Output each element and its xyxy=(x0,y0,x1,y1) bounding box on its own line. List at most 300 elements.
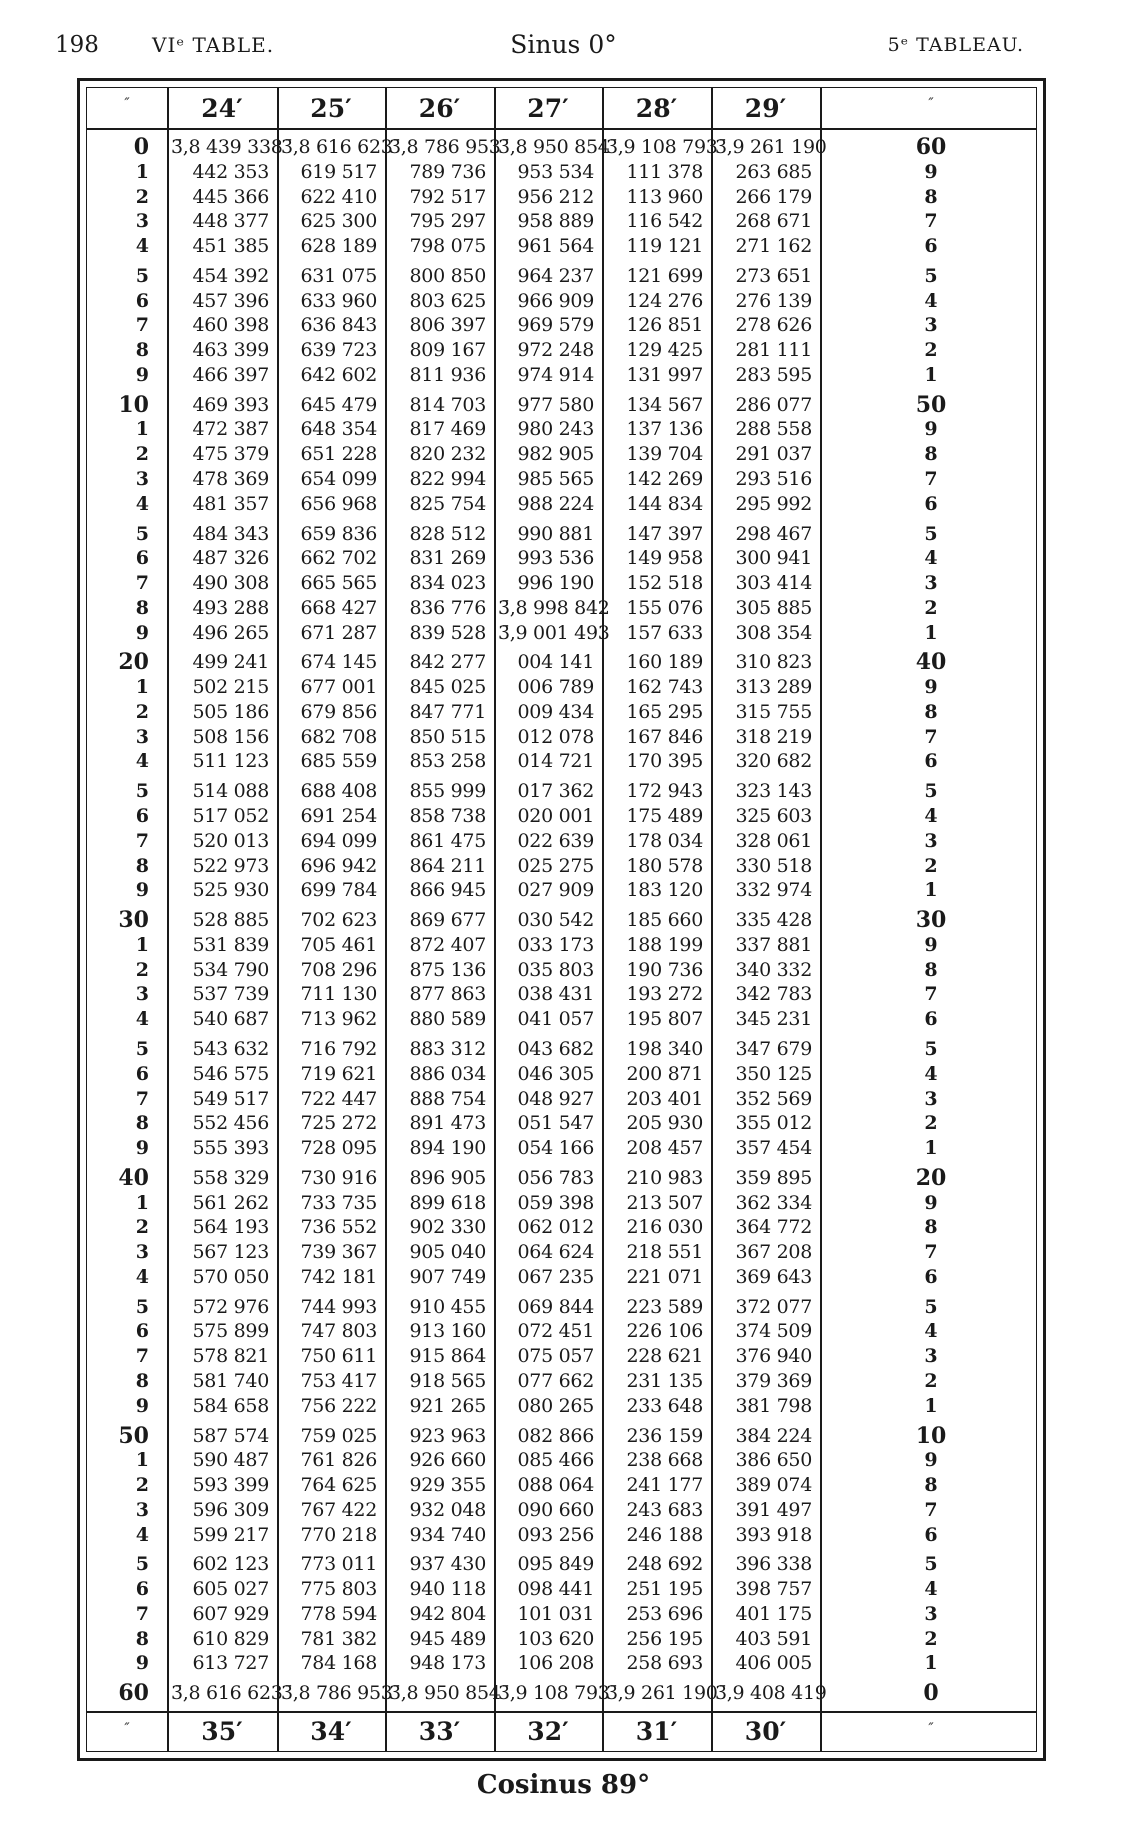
log-sine-value: 3̄,8 616 623 xyxy=(171,1682,283,1705)
minute-seconds-left: 3 xyxy=(135,468,149,491)
log-sine-value: 396 338 xyxy=(735,1553,812,1576)
log-sine-value: 3̄,8 439 338 xyxy=(171,136,283,158)
log-sine-value: 3̄,8 616 623 xyxy=(281,136,393,158)
log-sine-value: 281 111 xyxy=(735,339,812,362)
log-sine-value: 298 467 xyxy=(735,522,812,545)
log-sine-value: 389 074 xyxy=(735,1474,812,1497)
minute-seconds-left: 5 xyxy=(135,780,149,803)
log-sine-value: 451 385 xyxy=(192,235,269,258)
log-sine-value: 481 357 xyxy=(192,492,269,515)
column-header-top: 29′ xyxy=(744,94,787,123)
column-header-top: 24′ xyxy=(201,94,243,123)
log-sine-value: 546 575 xyxy=(192,1062,269,1085)
footer-title: Cosinus 89° xyxy=(476,1770,651,1800)
log-sine-value: 633 960 xyxy=(300,289,377,312)
log-sine-value: 570 050 xyxy=(192,1265,269,1288)
table-row xyxy=(87,1370,1036,1393)
minute-seconds-left: 9 xyxy=(135,621,149,644)
log-sine-value: 613 727 xyxy=(192,1652,269,1675)
log-sine-value: 956 212 xyxy=(517,185,594,208)
log-sine-value: 236 159 xyxy=(626,1424,703,1447)
minute-seconds-right: 1 xyxy=(924,363,938,386)
minute-seconds-right: 4 xyxy=(924,547,938,570)
log-sine-value: 466 397 xyxy=(192,363,269,386)
table-row xyxy=(87,1524,1036,1547)
column-header-bottom: 32′ xyxy=(527,1717,569,1746)
table-row xyxy=(87,1449,1036,1472)
seconds-mark-top-left: ″ xyxy=(124,96,130,112)
log-sine-value: 722 447 xyxy=(300,1087,377,1110)
minute-seconds-left: 6 xyxy=(135,805,149,828)
log-sine-value: 332 974 xyxy=(735,879,812,902)
log-sine-value: 761 826 xyxy=(300,1449,377,1472)
column-header-bottom: 34′ xyxy=(310,1717,352,1746)
table-row xyxy=(87,161,1036,184)
minute-seconds-left: 6 xyxy=(135,1578,149,1601)
log-sine-value: 619 517 xyxy=(300,160,377,183)
table-row xyxy=(87,418,1036,441)
minute-seconds-right: 7 xyxy=(924,210,938,233)
minute-seconds-right: 9 xyxy=(924,1449,938,1472)
log-sine-value: 784 168 xyxy=(300,1652,377,1675)
log-sine-value: 398 757 xyxy=(735,1578,812,1601)
log-sine-value: 223 589 xyxy=(626,1295,703,1318)
log-sine-value: 552 456 xyxy=(192,1112,269,1135)
log-sine-value: 610 829 xyxy=(192,1627,269,1650)
table-row xyxy=(87,1088,1036,1111)
log-sine-value: 593 399 xyxy=(192,1474,269,1497)
log-sine-value: 806 397 xyxy=(409,314,486,337)
log-sine-value: 345 231 xyxy=(735,1008,812,1031)
log-sine-value: 744 993 xyxy=(300,1295,377,1318)
log-sine-value: 505 186 xyxy=(192,700,269,723)
log-sine-value: 020 001 xyxy=(517,805,594,828)
minute-seconds-right: 6 xyxy=(924,1265,938,1288)
log-sine-value: 945 489 xyxy=(409,1627,486,1650)
log-sine-value: 753 417 xyxy=(300,1369,377,1392)
log-sine-value: 308 354 xyxy=(735,621,812,644)
log-sine-value: 347 679 xyxy=(735,1037,812,1060)
log-sine-value: 328 061 xyxy=(735,829,812,852)
log-sine-value: 584 658 xyxy=(192,1394,269,1417)
log-sine-value: 798 075 xyxy=(409,235,486,258)
minute-seconds-right: 3 xyxy=(924,314,938,337)
log-sine-value: 993 536 xyxy=(517,547,594,570)
log-sine-value: 475 379 xyxy=(192,443,269,466)
table-row xyxy=(87,983,1036,1006)
log-sine-value: 834 023 xyxy=(409,572,486,595)
log-sine-value: 342 783 xyxy=(735,983,812,1006)
minute-seconds-right: 10 xyxy=(915,1422,947,1449)
log-sine-value: 648 354 xyxy=(300,418,377,441)
log-sine-value: 866 945 xyxy=(409,879,486,902)
minute-seconds-left: 8 xyxy=(135,339,149,362)
minute-seconds-right: 8 xyxy=(924,1216,938,1239)
log-sine-value: 880 589 xyxy=(409,1008,486,1031)
log-sine-value: 948 173 xyxy=(409,1652,486,1675)
log-sine-value: 937 430 xyxy=(409,1553,486,1576)
minute-seconds-right: 5 xyxy=(924,522,938,545)
minute-seconds-right: 8 xyxy=(924,700,938,723)
minute-seconds-right: 1 xyxy=(924,1137,938,1160)
minute-seconds-left: 6 xyxy=(135,547,149,570)
log-sine-value: 256 195 xyxy=(626,1627,703,1650)
table-row xyxy=(87,547,1036,570)
log-sine-value: 238 668 xyxy=(626,1449,703,1472)
minute-seconds-right: 1 xyxy=(924,1394,938,1417)
log-sine-value: 682 708 xyxy=(300,725,377,748)
log-sine-value: 403 591 xyxy=(735,1627,812,1650)
log-sine-value: 742 181 xyxy=(300,1265,377,1288)
log-sine-value: 149 958 xyxy=(626,547,703,570)
table-row xyxy=(87,726,1036,749)
log-sine-value: 165 295 xyxy=(626,700,703,723)
log-sine-value: 907 749 xyxy=(409,1265,486,1288)
table-row xyxy=(87,1038,1036,1061)
table-row xyxy=(87,1296,1036,1319)
table-row xyxy=(87,597,1036,620)
log-sine-value: 645 479 xyxy=(300,393,377,416)
table-row xyxy=(87,830,1036,853)
log-sine-value: 106 208 xyxy=(517,1652,594,1675)
log-sine-value: 875 136 xyxy=(409,958,486,981)
minute-seconds-left: 1 xyxy=(135,418,149,441)
minute-seconds-left: 2 xyxy=(135,958,149,981)
log-sine-value: 934 740 xyxy=(409,1523,486,1546)
log-sine-value: 017 362 xyxy=(517,780,594,803)
minute-seconds-right: 3 xyxy=(924,1602,938,1625)
log-sine-value: 315 755 xyxy=(735,700,812,723)
minute-seconds-right: 50 xyxy=(915,391,947,418)
table-row xyxy=(87,1320,1036,1343)
minute-seconds-left: 50 xyxy=(118,1422,149,1449)
log-sine-value: 750 611 xyxy=(300,1345,377,1368)
minute-seconds-left: 8 xyxy=(135,1369,149,1392)
log-sine-value: 014 721 xyxy=(517,750,594,773)
minute-seconds-left: 4 xyxy=(135,750,149,773)
log-sine-value: 393 918 xyxy=(735,1523,812,1546)
minute-seconds-left: 3 xyxy=(135,1498,149,1521)
log-sine-value: 205 930 xyxy=(626,1112,703,1135)
minute-seconds-right: 8 xyxy=(924,958,938,981)
minute-seconds-right: 7 xyxy=(924,1498,938,1521)
log-sine-value: 085 466 xyxy=(517,1449,594,1472)
log-sine-value: 090 660 xyxy=(517,1498,594,1521)
log-sine-value: 038 431 xyxy=(517,983,594,1006)
log-sine-value: 665 565 xyxy=(300,572,377,595)
minute-seconds-left: 9 xyxy=(135,363,149,386)
log-sine-value: 103 620 xyxy=(517,1627,594,1650)
table-row xyxy=(87,523,1036,546)
log-sine-value: 736 552 xyxy=(300,1216,377,1239)
log-sine-value: 009 434 xyxy=(517,700,594,723)
log-sine-value: 803 625 xyxy=(409,289,486,312)
log-sine-value: 508 156 xyxy=(192,725,269,748)
log-sine-value: 454 392 xyxy=(192,264,269,287)
log-sine-value: 3̄,8 998 842 xyxy=(498,596,610,619)
log-sine-value: 605 027 xyxy=(192,1578,269,1601)
log-sine-value: 210 983 xyxy=(626,1166,703,1189)
log-sine-value: 295 992 xyxy=(735,492,812,515)
log-sine-value: 208 457 xyxy=(626,1137,703,1160)
log-sine-value: 602 123 xyxy=(192,1553,269,1576)
log-sine-value: 517 052 xyxy=(192,805,269,828)
log-sine-value: 033 173 xyxy=(517,933,594,956)
log-sine-value: 025 275 xyxy=(517,854,594,877)
minute-seconds-right: 7 xyxy=(924,983,938,1006)
log-sine-value: 198 340 xyxy=(626,1037,703,1060)
minute-seconds-right: 4 xyxy=(924,1578,938,1601)
log-sine-value: 699 784 xyxy=(300,879,377,902)
log-sine-value: 318 219 xyxy=(735,725,812,748)
log-sine-value: 323 143 xyxy=(735,780,812,803)
table-row xyxy=(87,339,1036,362)
table-number-label: VIᵉ TABLE. xyxy=(152,33,275,57)
table-row xyxy=(87,805,1036,828)
log-sine-value: 362 334 xyxy=(735,1191,812,1214)
log-sine-value: 313 289 xyxy=(735,676,812,699)
log-sine-value: 469 393 xyxy=(192,393,269,416)
log-sine-value: 913 160 xyxy=(409,1320,486,1343)
log-sine-value: 111 378 xyxy=(626,160,703,183)
minute-seconds-right: 8 xyxy=(924,1474,938,1497)
log-sine-value: 639 723 xyxy=(300,339,377,362)
log-sine-value: 628 189 xyxy=(300,235,377,258)
table-row xyxy=(87,493,1036,516)
minute-seconds-right: 6 xyxy=(924,750,938,773)
log-sine-value: 969 579 xyxy=(517,314,594,337)
minute-seconds-right: 9 xyxy=(924,418,938,441)
log-sine-value: 460 398 xyxy=(192,314,269,337)
log-sine-value: 379 369 xyxy=(735,1369,812,1392)
log-sine-value: 858 738 xyxy=(409,805,486,828)
log-sine-value: 384 224 xyxy=(735,1424,812,1447)
table-row xyxy=(87,1422,1036,1449)
table-row xyxy=(87,443,1036,466)
table-row xyxy=(87,750,1036,773)
log-sine-value: 357 454 xyxy=(735,1137,812,1160)
log-sine-value: 170 395 xyxy=(626,750,703,773)
minute-seconds-right: 4 xyxy=(924,1320,938,1343)
log-sine-value: 792 517 xyxy=(409,185,486,208)
log-sine-value: 537 739 xyxy=(192,983,269,1006)
minute-seconds-left: 9 xyxy=(135,1652,149,1675)
log-sine-value: 964 237 xyxy=(517,264,594,287)
log-sine-value: 861 475 xyxy=(409,829,486,852)
log-sine-value: 043 682 xyxy=(517,1037,594,1060)
log-sine-value: 899 618 xyxy=(409,1191,486,1214)
log-sine-value: 811 936 xyxy=(409,363,486,386)
log-sine-value: 567 123 xyxy=(192,1241,269,1264)
minute-seconds-right: 1 xyxy=(924,879,938,902)
log-sine-value: 578 821 xyxy=(192,1345,269,1368)
log-sine-value: 291 037 xyxy=(735,443,812,466)
column-header-bottom: 31′ xyxy=(635,1717,678,1746)
log-sine-value: 180 578 xyxy=(626,854,703,877)
log-sine-value: 303 414 xyxy=(735,572,812,595)
log-sine-value: 883 312 xyxy=(409,1037,486,1060)
log-sine-value: 800 850 xyxy=(409,264,486,287)
minute-seconds-right: 5 xyxy=(924,1037,938,1060)
log-sine-value: 668 427 xyxy=(300,596,377,619)
log-sine-value: 067 235 xyxy=(517,1265,594,1288)
table-row xyxy=(87,959,1036,982)
log-sine-value: 886 034 xyxy=(409,1062,486,1085)
log-sine-value: 888 754 xyxy=(409,1087,486,1110)
table-row xyxy=(87,265,1036,288)
log-sine-value: 759 025 xyxy=(300,1424,377,1447)
log-sine-value: 877 863 xyxy=(409,983,486,1006)
log-sine-value: 004 141 xyxy=(517,651,594,674)
table-row xyxy=(87,934,1036,957)
log-sine-value: 534 790 xyxy=(192,958,269,981)
log-sine-value: 590 487 xyxy=(192,1449,269,1472)
log-sine-value: 134 567 xyxy=(626,393,703,416)
log-sine-value: 142 269 xyxy=(626,468,703,491)
minute-seconds-right: 4 xyxy=(924,1062,938,1085)
log-sine-value: 335 428 xyxy=(735,909,812,932)
log-sine-value: 789 736 xyxy=(409,160,486,183)
column-header-top: 25′ xyxy=(310,94,352,123)
log-sine-value: 511 123 xyxy=(192,750,269,773)
minute-seconds-left: 1 xyxy=(135,160,149,183)
log-sine-value: 831 269 xyxy=(409,547,486,570)
log-sine-value: 540 687 xyxy=(192,1008,269,1031)
log-sine-value: 121 699 xyxy=(626,264,703,287)
log-sine-value: 119 121 xyxy=(626,235,703,258)
log-sine-value: 599 217 xyxy=(192,1523,269,1546)
log-sine-value: 271 162 xyxy=(735,235,812,258)
log-sine-value: 221 071 xyxy=(626,1265,703,1288)
minute-seconds-right: 2 xyxy=(924,1369,938,1392)
log-sine-value: 3̄,9 108 793 xyxy=(498,1682,610,1705)
log-sine-value: 3̄,9 261 190 xyxy=(606,1682,718,1705)
log-sine-value: 056 783 xyxy=(517,1166,594,1189)
table-row xyxy=(87,1345,1036,1368)
log-sine-value: 253 696 xyxy=(626,1602,703,1625)
log-sine-value: 531 839 xyxy=(192,933,269,956)
minute-seconds-right: 2 xyxy=(924,339,938,362)
minute-seconds-left: 7 xyxy=(135,1345,149,1368)
table-row xyxy=(87,186,1036,209)
column-header-bottom: 35′ xyxy=(201,1717,243,1746)
log-sine-value: 642 602 xyxy=(300,363,377,386)
log-sine-value: 098 441 xyxy=(517,1578,594,1601)
log-sine-value: 072 451 xyxy=(517,1320,594,1343)
log-sine-value: 359 895 xyxy=(735,1166,812,1189)
log-sine-value: 246 188 xyxy=(626,1523,703,1546)
log-sine-value: 694 099 xyxy=(300,829,377,852)
log-sine-value: 093 256 xyxy=(517,1523,594,1546)
log-sine-value: 839 528 xyxy=(409,621,486,644)
minute-seconds-left: 3 xyxy=(135,1241,149,1264)
column-header-top: 28′ xyxy=(635,94,678,123)
log-sine-value: 137 136 xyxy=(626,418,703,441)
page-number: 198 xyxy=(55,32,99,58)
log-sine-value: 190 736 xyxy=(626,958,703,981)
log-sine-value: 985 565 xyxy=(517,468,594,491)
log-sine-value: 406 005 xyxy=(735,1652,812,1675)
log-sine-value: 048 927 xyxy=(517,1087,594,1110)
log-sine-value: 996 190 xyxy=(517,572,594,595)
log-sine-value: 293 516 xyxy=(735,468,812,491)
column-header-top: 27′ xyxy=(527,94,569,123)
log-sine-value: 817 469 xyxy=(409,418,486,441)
log-sine-value: 258 693 xyxy=(626,1652,703,1675)
log-sine-value: 825 754 xyxy=(409,492,486,515)
log-sine-value: 702 623 xyxy=(300,909,377,932)
table-row xyxy=(87,1578,1036,1601)
log-sine-value: 157 633 xyxy=(626,621,703,644)
log-sine-value: 502 215 xyxy=(192,676,269,699)
minute-seconds-left: 5 xyxy=(135,1553,149,1576)
table-row xyxy=(87,1628,1036,1651)
table-row xyxy=(87,1241,1036,1264)
log-sine-value: 728 095 xyxy=(300,1137,377,1160)
log-sine-value: 487 326 xyxy=(192,547,269,570)
log-sine-value: 3̄,8 786 953 xyxy=(389,136,501,158)
log-sine-value: 845 025 xyxy=(409,676,486,699)
log-sine-value: 581 740 xyxy=(192,1369,269,1392)
log-sine-value: 228 621 xyxy=(626,1345,703,1368)
log-sine-value: 172 943 xyxy=(626,780,703,803)
log-sine-value: 596 309 xyxy=(192,1498,269,1521)
log-sine-value: 030 542 xyxy=(517,909,594,932)
minute-seconds-left: 8 xyxy=(135,1112,149,1135)
table-row xyxy=(87,879,1036,902)
table-row xyxy=(87,210,1036,233)
minute-seconds-right: 4 xyxy=(924,805,938,828)
log-sine-value: 046 305 xyxy=(517,1062,594,1085)
log-sine-value: 708 296 xyxy=(300,958,377,981)
minute-seconds-left: 8 xyxy=(135,1627,149,1650)
log-sine-value: 069 844 xyxy=(517,1295,594,1318)
log-sine-value: 386 650 xyxy=(735,1449,812,1472)
table-row xyxy=(87,855,1036,878)
log-sine-value: 496 265 xyxy=(192,621,269,644)
table-row xyxy=(87,572,1036,595)
log-sine-value: 226 106 xyxy=(626,1320,703,1343)
log-sine-value: 905 040 xyxy=(409,1241,486,1264)
log-sine-value: 756 222 xyxy=(300,1394,377,1417)
log-sine-value: 781 382 xyxy=(300,1627,377,1650)
minute-seconds-right: 5 xyxy=(924,1553,938,1576)
log-sine-value: 472 387 xyxy=(192,418,269,441)
log-sine-value: 116 542 xyxy=(626,210,703,233)
log-sine-value: 3̄,9 108 793 xyxy=(606,136,718,158)
log-sine-value: 167 846 xyxy=(626,725,703,748)
log-sine-value: 131 997 xyxy=(626,363,703,386)
log-sine-value: 822 994 xyxy=(409,468,486,491)
table-row xyxy=(87,290,1036,313)
log-sine-value: 733 735 xyxy=(300,1191,377,1214)
log-sine-value: 980 243 xyxy=(517,418,594,441)
log-sine-value: 162 743 xyxy=(626,676,703,699)
log-sine-value: 525 930 xyxy=(192,879,269,902)
log-sine-value: 3̄,9 001 493 xyxy=(498,621,610,644)
log-sine-value: 493 288 xyxy=(192,596,269,619)
log-sine-value: 330 518 xyxy=(735,854,812,877)
table-row xyxy=(87,909,1036,932)
log-sine-value: 325 603 xyxy=(735,805,812,828)
log-sine-value: 216 030 xyxy=(626,1216,703,1239)
log-sine-value: 528 885 xyxy=(192,909,269,932)
page-title: Sinus 0° xyxy=(510,30,617,59)
table-row xyxy=(87,1553,1036,1576)
log-sine-value: 747 803 xyxy=(300,1320,377,1343)
log-sine-value: 490 308 xyxy=(192,572,269,595)
minute-seconds-left: 8 xyxy=(135,596,149,619)
